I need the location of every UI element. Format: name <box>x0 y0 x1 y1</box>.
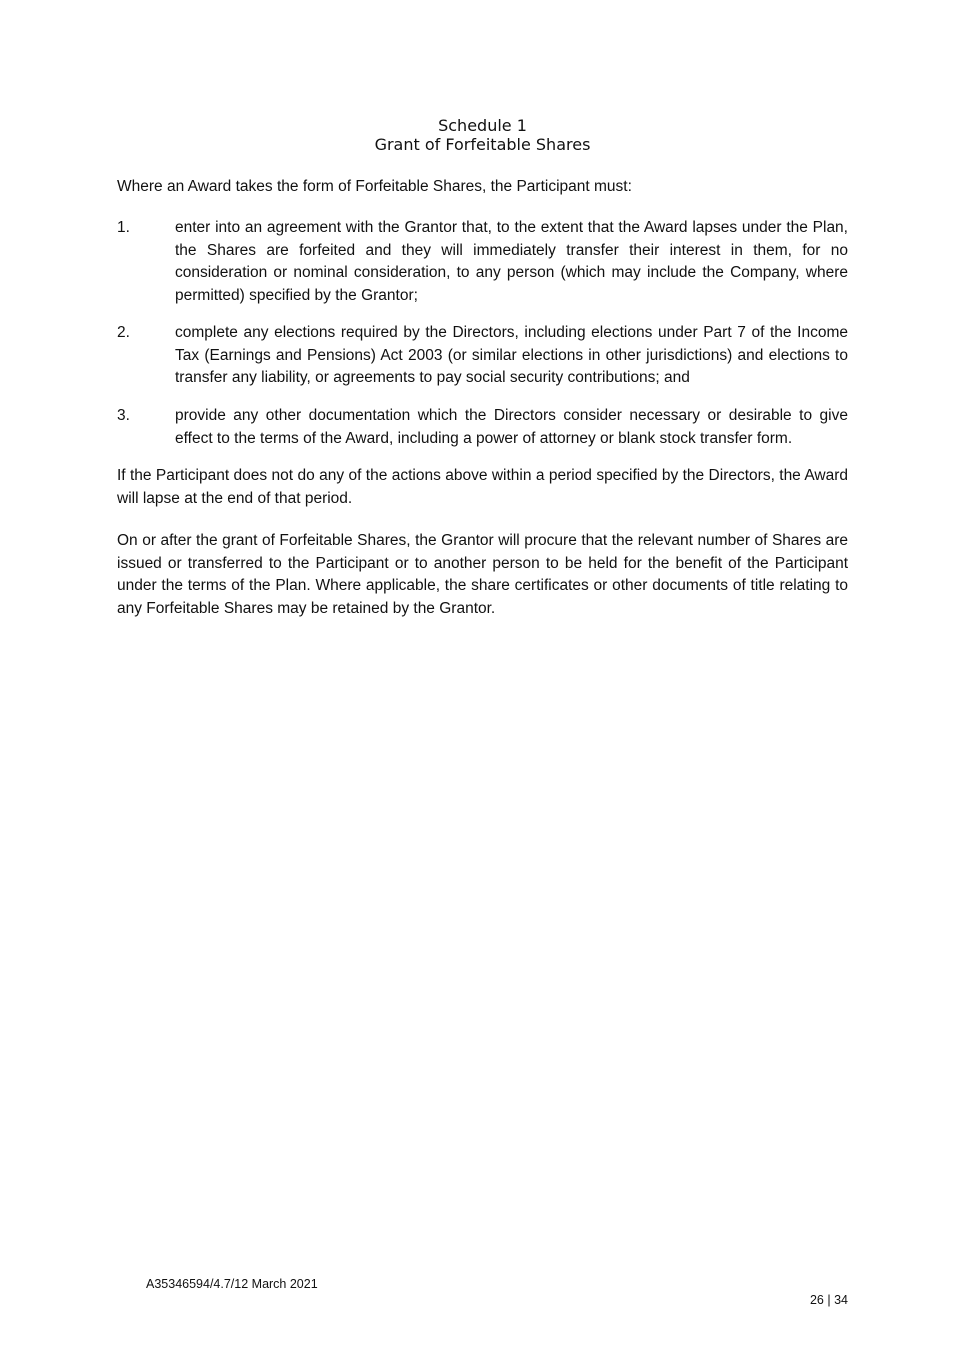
list-item <box>117 217 848 307</box>
list-item-text: complete any elections required by the Directors, including elections under Part 7 of the Income Tax (Earnings and Pensions) Act 2003 (or similar elections in other jurisdictions) and elections to transfer any liability, or agreements to pay social security contributions; and <box>175 324 848 387</box>
list-item-text: enter into an agreement with the Grantor that, to the extent that the Award lapses under the Plan, the Shares are forfeited and they will immediately transfer their interest in them, for no consideration or nominal consideration, to any person (which may include the Company, where permitted) specified by the Grantor; <box>175 219 848 304</box>
schedule-heading <box>0 116 965 154</box>
lapse-paragraph: If the Participant does not do any of the actions above within a period specified by the Directors, the Award will lapse at the end of that period. <box>117 467 848 507</box>
list-item <box>117 322 848 390</box>
schedule-number: Schedule 1 <box>438 116 527 135</box>
grant-paragraph: On or after the grant of Forfeitable Shares, the Grantor will procure that the relevant number of Shares are issued or transferred to the Participant or to another person to be held for the benefit of the Participant under the terms of the Plan. Where applicable, the share certificates or other documents of title relating to any Forfeitable Shares may be retained by the Grantor. <box>117 532 848 617</box>
list-item-number: 1. <box>117 219 130 236</box>
list-item-number: 2. <box>117 324 130 341</box>
document-reference: A35346594/4.7/12 March 2021 <box>146 1277 318 1291</box>
list-item-number: 3. <box>117 407 130 424</box>
page-number: 26 | 34 <box>809 1293 848 1307</box>
list-item-text: provide any other documentation which the Directors consider necessary or desirable to give effect to the terms of the Award, including a power of attorney or blank stock transfer form. <box>175 407 848 447</box>
intro-paragraph: Where an Award takes the form of Forfeitable Shares, the Participant must: <box>117 178 632 195</box>
schedule-title: Grant of Forfeitable Shares <box>374 135 591 154</box>
list-item <box>117 405 848 450</box>
